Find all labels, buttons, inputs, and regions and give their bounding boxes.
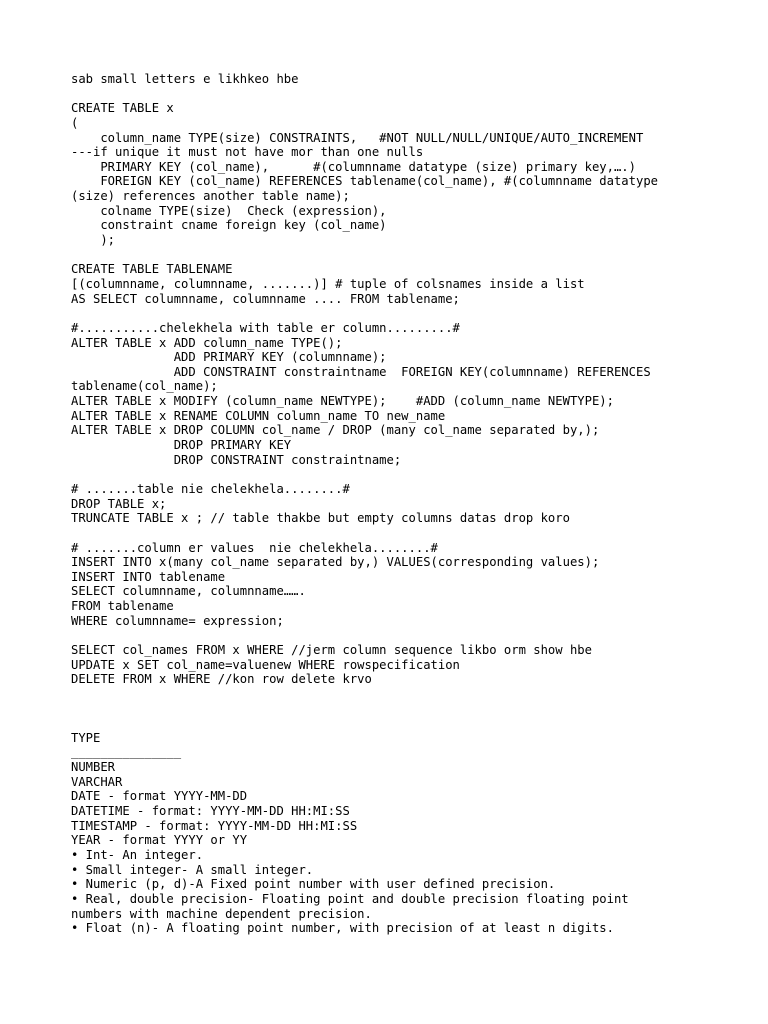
text-line: ( [71, 115, 79, 130]
text-line: TYPE [71, 730, 101, 745]
text-line: SELECT col_names FROM x WHERE //jerm column sequence likbo orm show hbe [71, 642, 592, 657]
text-line: ALTER TABLE x MODIFY (column_name NEWTYPE); #ADD (column_name NEWTYPE); [71, 394, 614, 409]
text-line [71, 306, 711, 321]
text-line: • Numeric (p, d)-A Fixed point number with user defined precision. [71, 877, 556, 892]
text-line: DATE - format YYYY-MM-DD [71, 789, 248, 804]
text-line: WHERE columnname= expression; [71, 613, 284, 628]
text-line: FOREIGN KEY (col_name) REFERENCES tablename(col_name), #(columnname datatype [71, 174, 658, 189]
text-line: TRUNCATE TABLE x ; // table thakbe but empty columns datas drop koro [71, 511, 570, 526]
text-line: ALTER TABLE x RENAME COLUMN column_name TO new_name [71, 408, 446, 423]
text-line [71, 526, 711, 541]
text-line [71, 687, 711, 702]
text-line [71, 87, 711, 102]
text-line: INSERT INTO x(many col_name separated by,) VALUES(corresponding values); [71, 555, 600, 570]
document-text [71, 72, 711, 936]
text-line [71, 248, 711, 263]
text-line: NUMBER [71, 760, 116, 775]
text-line: YEAR - format YYYY or YY [71, 833, 248, 848]
text-line: constraint cname foreign key (col_name) [71, 218, 387, 233]
text-line: ); [71, 233, 116, 248]
text-line: DROP TABLE x; [71, 496, 167, 511]
text-line: _______________ [71, 745, 182, 760]
text-line: #...........chelekhela with table er column.........# [71, 320, 460, 335]
text-line: colname TYPE(size) Check (expression), [71, 203, 387, 218]
text-line: column_name TYPE(size) CONSTRAINTS, #NOT NULL/NULL/UNIQUE/AUTO_INCREMENT [71, 130, 644, 145]
text-line: # .......column er values nie chelekhela........# [71, 540, 438, 555]
text-line: CREATE TABLE x [71, 101, 174, 116]
text-line [71, 628, 711, 643]
text-line: PRIMARY KEY (col_name), #(columnname datatype (size) primary key,….) [71, 159, 636, 174]
text-line: ADD CONSTRAINT constraintname FOREIGN KEY(columnname) REFERENCES [71, 364, 651, 379]
text-line: • Real, double precision- Floating point and double precision floating point [71, 891, 629, 906]
text-line: [(columnname, columnname, .......)] # tuple of colsnames inside a list [71, 276, 585, 291]
text-line: # .......table nie chelekhela........# [71, 481, 350, 496]
text-line: ALTER TABLE x DROP COLUMN col_name / DROP (many col_name separated by,); [71, 423, 600, 438]
text-line: • Small integer- A small integer. [71, 862, 314, 877]
text-line: CREATE TABLE TABLENAME [71, 262, 233, 277]
text-line: tablename(col_name); [71, 379, 218, 394]
text-line: DATETIME - format: YYYY-MM-DD HH:MI:SS [71, 804, 350, 819]
text-line: FROM tablename [71, 599, 174, 614]
text-line: ADD PRIMARY KEY (columnname); [71, 350, 387, 365]
text-line: ALTER TABLE x ADD column_name TYPE(); [71, 335, 343, 350]
text-line [71, 467, 711, 482]
text-line: TIMESTAMP - format: YYYY-MM-DD HH:MI:SS [71, 818, 358, 833]
text-line: sab small letters e likhkeo hbe [71, 72, 299, 86]
text-line [71, 716, 711, 731]
text-line: (size) references another table name); [71, 189, 350, 204]
text-line: • Float (n)- A floating point number, with precision of at least n digits. [71, 921, 614, 936]
text-line: INSERT INTO tablename [71, 569, 226, 584]
text-line [71, 702, 711, 717]
text-line: numbers with machine dependent precision. [71, 906, 372, 921]
text-line: • Int- An integer. [71, 847, 204, 862]
text-line: DELETE FROM x WHERE //kon row delete krvo [71, 672, 372, 687]
text-line: UPDATE x SET col_name=valuenew WHERE rowspecification [71, 657, 460, 672]
text-line: DROP CONSTRAINT constraintname; [71, 452, 402, 467]
text-line: VARCHAR [71, 774, 123, 789]
text-line: DROP PRIMARY KEY [71, 438, 292, 453]
text-line: ---if unique it must not have mor than one nulls [71, 145, 424, 160]
text-line: AS SELECT columnname, columnname .... FROM tablename; [71, 291, 460, 306]
text-line: SELECT columnname, columnname……. [71, 584, 306, 599]
